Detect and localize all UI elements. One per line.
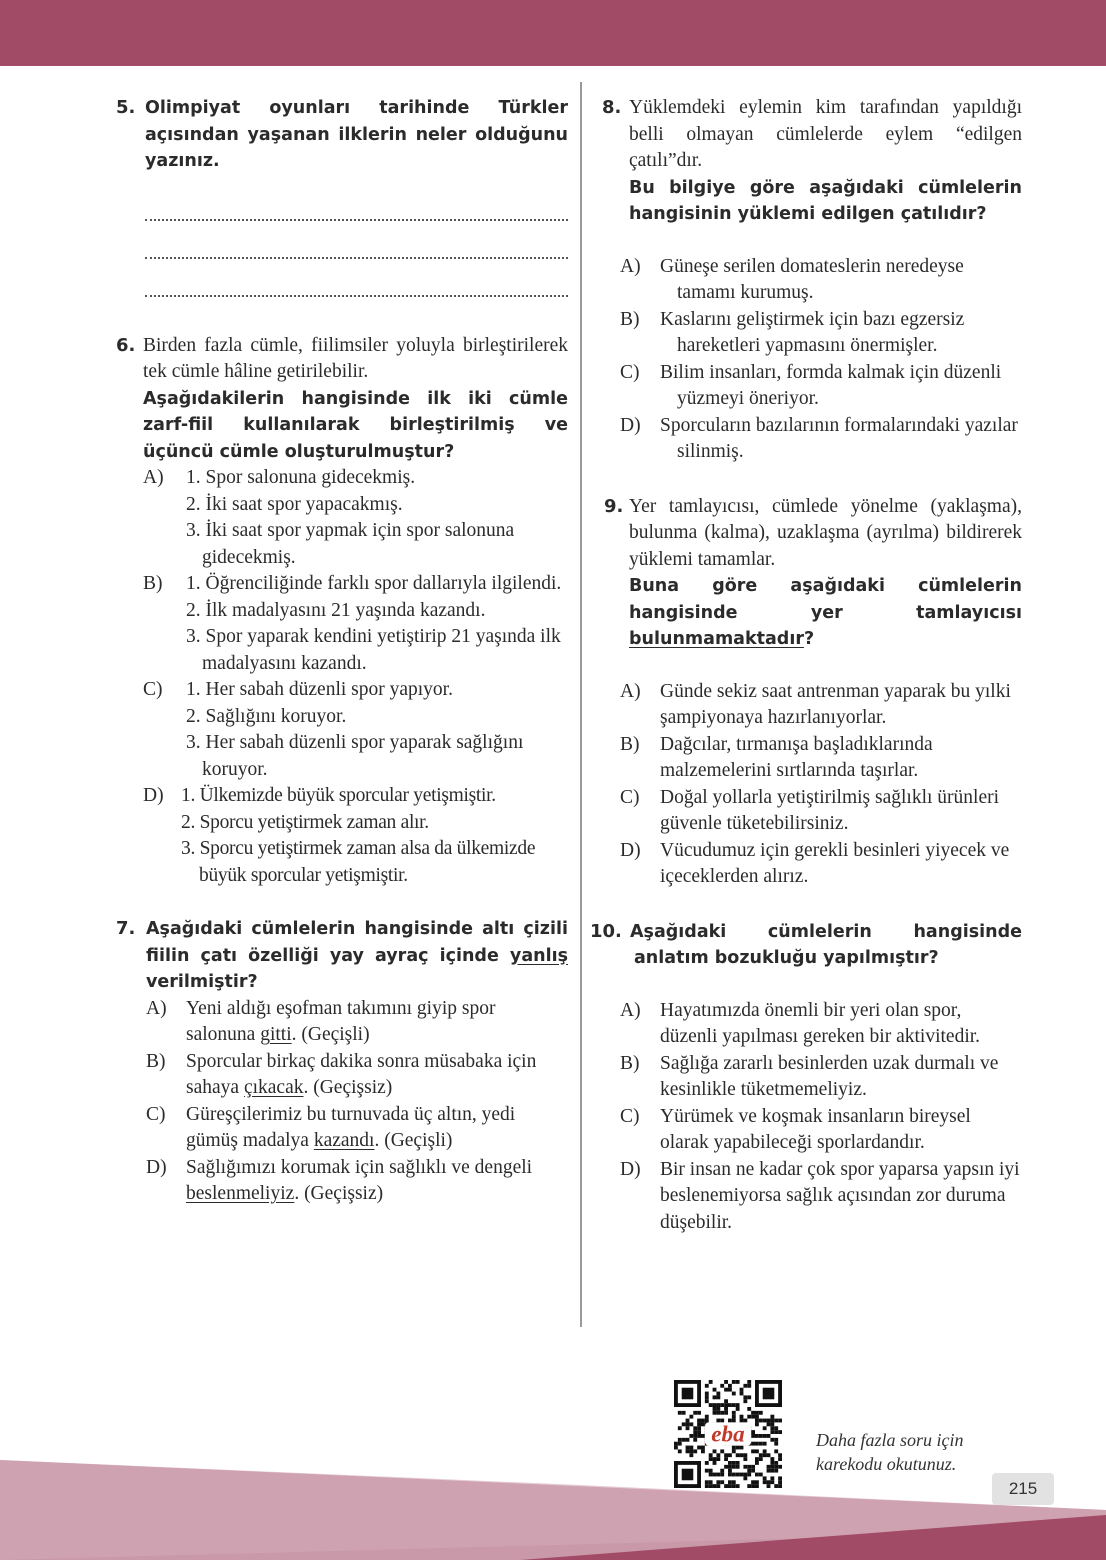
option-text: Doğal yollarla yetiştirilmiş sağlıklı ürünleri güvenle tüketebilirsiniz. [660,786,1000,834]
option-d[interactable] [620,1157,1022,1237]
option-line: 1. Spor salonuna gidecekmiş. [186,467,416,488]
qr-caption-line: karekodu okutunuz. [816,1454,957,1474]
option-letter: B) [620,1052,640,1074]
option-b[interactable] [143,571,568,677]
option-letter: A) [620,255,641,277]
question-text: Bu bilgiye göre aşağıdaki cümlelerin hangisinin yüklemi edilgen çatılıdır? [629,177,1022,224]
question-number: 8. [602,97,622,118]
option-letter: B) [620,308,640,330]
option-letter: B) [146,1050,166,1072]
option-text: Kaslarını geliştirmek için bazı egzersiz hareketleri yapmasını önermişler. [660,308,965,356]
option-letter: D) [146,1156,167,1178]
option-a[interactable] [620,254,1022,307]
option-line: 2. İki saat spor yapacakmış. [186,493,403,515]
option-letter: D) [620,839,641,861]
option-letter: A) [620,680,641,702]
question-text [146,916,568,996]
option-text: Dağcılar, tırmanışa başladıklarında malzemelerini sırtlarında taşırlar. [660,733,933,781]
option-d[interactable] [146,1155,568,1208]
option-letter: C) [143,679,163,700]
question-9 [600,494,1022,891]
answer-line[interactable] [145,189,568,227]
option-text: Vücudumuz için gerekli besinleri yiyecek ve içeceklerden alırız. [660,839,1010,887]
option-c[interactable] [620,785,1022,838]
question-5 [116,95,568,303]
option-text: Güneşe serilen domateslerin neredeyse tamamı kurumuş. [660,255,964,303]
question-8 [600,95,1022,466]
question-6 [116,333,568,890]
options-list [143,465,568,889]
option-b[interactable] [620,732,1022,785]
question-text: Olimpiyat oyunları tarihinde Türkler açısından yaşanan ilklerin neler olduğunu yazınız. [145,98,568,171]
question-number: 7. [116,918,136,939]
option-letter: A) [143,467,164,488]
option-text: Hayatımızda önemli bir yeri olan spor, düzenli yapılması gereken bir aktivitedir. [660,999,981,1047]
question-intro: Yüklemdeki eylemin kim tarafından yapıldığı belli olmayan cümlelerde eylem “edilgen çatılı”dır. [629,97,1022,171]
option-line: 1. Öğrenciliğinde farklı spor dallarıyla ilgilendi. [186,573,562,594]
option-c[interactable] [620,360,1022,413]
left-column [116,95,568,1208]
question-text-part: verilmiştir? [146,972,258,992]
question-number: 10. [590,920,622,942]
question-text-part: Buna göre aşağıdaki cümlelerin hangisinde yer tamlayıcısı [629,576,1022,623]
option-text [186,1155,568,1208]
option-text: Bilim insanları, formda kalmak için düzenli yüzmeyi öneriyor. [660,361,1002,409]
option-b[interactable] [620,307,1022,360]
option-letter: D) [620,414,641,436]
option-a[interactable] [146,996,568,1049]
question-number: 9. [604,495,624,517]
options-list [620,679,1022,891]
underlined-word: yanlış [509,945,568,966]
answer-line[interactable] [145,227,568,265]
qr-caption-line: Daha fazla soru için [816,1430,964,1450]
option-line: 3. Her sabah düzenli spor yaparak sağlığını koruyor. [186,732,524,780]
option-text [186,1102,568,1155]
option-letter: A) [620,999,641,1021]
option-text [186,1049,568,1102]
right-column [590,95,1022,1236]
qr-code[interactable] [672,1380,784,1488]
option-a[interactable] [620,679,1022,732]
option-c[interactable] [146,1102,568,1155]
option-d[interactable] [143,783,568,889]
question-text [629,573,1022,653]
option-c[interactable] [620,1104,1022,1157]
option-letter: D) [143,785,164,806]
option-a[interactable] [143,465,568,571]
option-text-part: Güreşçilerimiz bu turnuvada üç altın, yedi gümüş madalya [186,1103,516,1151]
option-text: Bir insan ne kadar çok spor yaparsa yapsın iyi beslenemiyorsa sağlık açısından zor duruma düşebilir. [660,1158,1020,1233]
answer-lines[interactable] [145,189,568,303]
option-letter: B) [143,573,163,594]
option-line: 2. Sağlığını koruyor. [186,705,347,727]
underlined-verb: beslenmeliyiz [186,1183,295,1204]
page-number: 215 [992,1473,1054,1505]
options-list [620,998,1022,1237]
options-list [620,254,1022,466]
question-intro: Yer tamlayıcısı, cümlede yönelme (yaklaşma), bulunma (kalma), uzaklaşma (ayrılma) bildirerek yüklemi tamamlar. [629,495,1022,570]
question-number: 6. [116,334,136,356]
underlined-verb: gitti [260,1024,292,1045]
option-text-part: . (Geçişsiz) [294,1183,384,1204]
option-letter: C) [620,361,640,383]
question-10 [590,919,1022,1237]
options-list [146,996,568,1208]
option-d[interactable] [620,413,1022,466]
option-text-part: Sporcular birkaç dakika sonra müsabaka için sahaya [186,1050,537,1098]
option-letter: C) [620,1105,640,1127]
question-text: Aşağıdaki cümlelerin hangisinde anlatım bozukluğu yapılmıştır? [630,921,1022,968]
option-d[interactable] [620,838,1022,891]
option-text-part: . (Geçişsiz) [303,1077,393,1098]
option-line: 2. İlk madalyasını 21 yaşında kazandı. [186,599,486,621]
top-banner [0,0,1106,66]
question-text-part: Aşağıdaki cümlelerin hangisinde altı çizili fiilin çatı özelliği yay ayraç içinde [146,919,568,966]
option-a[interactable] [620,998,1022,1051]
option-text [186,996,568,1049]
option-line: 3. Spor yaparak kendini yetiştirip 21 yaşında ilk madalyasını kazandı. [186,626,561,674]
underlined-verb: kazandı [313,1130,375,1151]
option-text: Yürümek ve koşmak insanların bireysel olarak yapabileceği sporlardandır. [660,1105,971,1153]
question-text: Aşağıdakilerin hangisinde ilk iki cümle zarf-fiil kullanılarak birleştirilmiş ve üçüncü cümle oluşturulmuştur? [143,388,568,462]
question-number: 5. [116,97,136,118]
option-line: 3. İki saat spor yapmak için spor salonuna gidecekmiş. [186,520,515,568]
answer-line[interactable] [145,265,568,303]
option-text-part: Yeni aldığı eşofman takımını giyip spor salonuna [186,997,496,1045]
option-text: Sporcuların bazılarının formalarındaki yazılar silinmiş. [660,414,1018,462]
option-letter: C) [620,786,640,808]
underlined-verb: çıkacak [243,1077,304,1098]
column-divider [580,82,582,1327]
option-line: 1. Her sabah düzenli spor yapıyor. [186,679,453,700]
option-text-part: Sağlığımızı korumak için sağlıklı ve dengeli [186,1156,533,1178]
underlined-word: bulunmamaktadır [629,629,804,649]
option-letter: D) [620,1158,641,1180]
option-c[interactable] [143,677,568,783]
question-text-part: ? [803,629,815,649]
option-b[interactable] [146,1049,568,1102]
question-intro: Birden fazla cümle, fiilimsiler yoluyla birleştirilerek tek cümle hâline getirilebilir. [143,334,568,382]
question-7 [116,916,568,1208]
option-text: Günde sekiz saat antrenman yaparak bu yılki şampiyonaya hazırlanıyorlar. [660,680,1011,728]
option-line: 3. Sporcu yetiştirmek zaman alsa da ülkemizde büyük sporcular yetişmiştir. [181,838,536,886]
option-line: 1. Ülkemizde büyük sporcular yetişmiştir. [181,785,496,806]
option-text: Sağlığa zararlı besinlerden uzak durmalı ve kesinlikle tüketmemeliyiz. [660,1052,999,1100]
qr-logo: eba [711,1421,745,1448]
option-text-part: . (Geçişli) [374,1130,453,1151]
option-letter: A) [146,997,167,1019]
option-b[interactable] [620,1051,1022,1104]
option-line: 2. Sporcu yetiştirmek zaman alır. [181,811,429,833]
option-letter: C) [146,1103,166,1125]
option-text-part: . (Geçişli) [291,1024,370,1045]
qr-caption [816,1428,964,1476]
option-letter: B) [620,733,640,755]
